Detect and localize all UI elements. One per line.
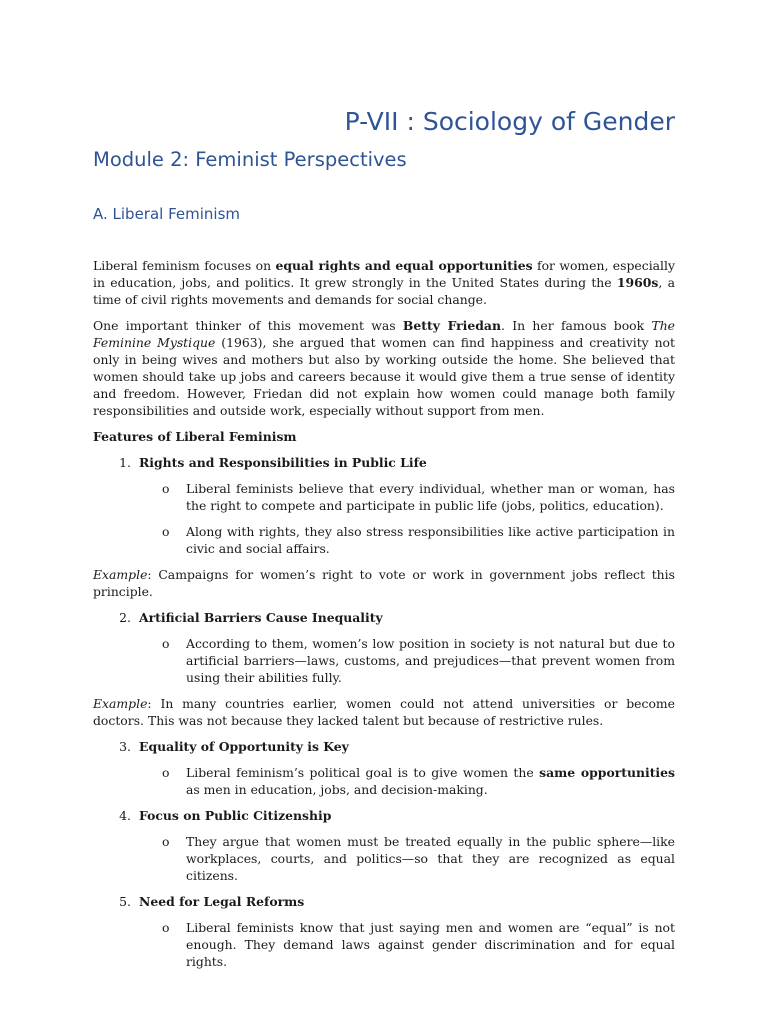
text-run: Liberal feminism’s political goal is to give women the: [186, 765, 540, 780]
bullet-item: [93, 480, 675, 514]
bullet-text: Along with rights, they also stress responsibilities like active participation in civic and social affairs.: [186, 524, 675, 556]
person-name: Betty Friedan: [402, 318, 501, 333]
feature-title: Focus on Public Citizenship: [139, 808, 332, 823]
example-paragraph: [93, 695, 675, 729]
bullet-marker: o: [162, 920, 170, 935]
bullet-text: [186, 764, 675, 798]
feature-number: 2.: [119, 610, 131, 625]
document-body: [93, 257, 675, 979]
section-title: A. Liberal Feminism: [93, 205, 241, 223]
feature-title: Rights and Responsibilities in Public Life: [139, 455, 427, 470]
text-run: (1963), she argued that women can find happiness and creativity not only in being wives and mothers but also by working outside the home. She believed that women should take up jobs and careers because it would give them a true sense of identity and freedom. However, Friedan did not explain how women could manage both family responsibilities and outside work, especially without support from men.: [93, 335, 675, 418]
bullet-item: [93, 833, 675, 884]
intro-paragraph-2: [93, 317, 675, 419]
example-label: Example: [93, 567, 148, 582]
bullet-item: [93, 523, 675, 557]
bullet-item: [93, 635, 675, 686]
bullet-marker: o: [162, 481, 170, 496]
intro-paragraph-1: [93, 257, 675, 308]
text-run: . In her famous book: [500, 318, 652, 333]
example-label: Example: [93, 696, 148, 711]
example-text: : Campaigns for women’s right to vote or work in government jobs reflect this principle.: [93, 567, 675, 599]
feature-number: 4.: [119, 808, 131, 823]
module-title: Module 2: Feminist Perspectives: [93, 148, 407, 171]
bullet-item: [93, 919, 675, 970]
example-paragraph: [93, 566, 675, 600]
feature-item: [93, 609, 675, 626]
emphasis-text: equal rights and equal opportunities: [275, 258, 533, 273]
feature-item: [93, 738, 675, 755]
bullet-text: They argue that women must be treated equally in the public sphere—like workplaces, courts, and politics—so that they are recognized as equal citizens.: [186, 834, 675, 883]
emphasis-text: 1960s: [616, 275, 659, 290]
text-run: One important thinker of this movement was: [93, 318, 403, 333]
feature-title: Artificial Barriers Cause Inequality: [139, 610, 383, 625]
feature-number: 3.: [119, 739, 131, 754]
bullet-marker: o: [162, 524, 170, 539]
feature-item: [93, 454, 675, 471]
feature-item: [93, 893, 675, 910]
bullet-text: Liberal feminists know that just saying men and women are “equal” is not enough. They demand laws against gender discrimination and for equal rights.: [186, 920, 675, 969]
book-title: The Feminine Mystique: [93, 318, 676, 350]
emphasis-text: same opportunities: [539, 765, 675, 780]
feature-item: [93, 807, 675, 824]
bullet-text: Liberal feminists believe that every individual, whether man or woman, has the right to compete and participate in public life (jobs, politics, education).: [186, 481, 675, 513]
example-text: : In many countries earlier, women could not attend universities or become doctors. This was not because they lacked talent but because of restrictive rules.: [93, 696, 675, 728]
bullet-marker: o: [162, 636, 170, 651]
feature-number: 1.: [119, 455, 131, 470]
feature-title: Need for Legal Reforms: [139, 894, 305, 909]
text-run: , a time of civil rights movements and demands for social change.: [93, 275, 675, 307]
feature-number: 5.: [119, 894, 131, 909]
text-run: for women, especially in education, jobs, and politics. It grew strongly in the United States during the: [93, 258, 675, 290]
features-heading: Features of Liberal Feminism: [93, 429, 297, 444]
text-run: as men in education, jobs, and decision-making.: [186, 782, 488, 797]
bullet-text: According to them, women’s low position in society is not natural but due to artificial barriers—laws, customs, and prejudices—that prevent women from using their abilities fully.: [186, 636, 675, 685]
document-title: P-VII : Sociology of Gender: [344, 107, 675, 136]
bullet-marker: o: [162, 834, 170, 849]
text-run: Liberal feminism focuses on: [93, 258, 276, 273]
bullet-marker: o: [162, 765, 170, 780]
feature-title: Equality of Opportunity is Key: [139, 739, 349, 754]
bullet-item: [93, 764, 675, 798]
